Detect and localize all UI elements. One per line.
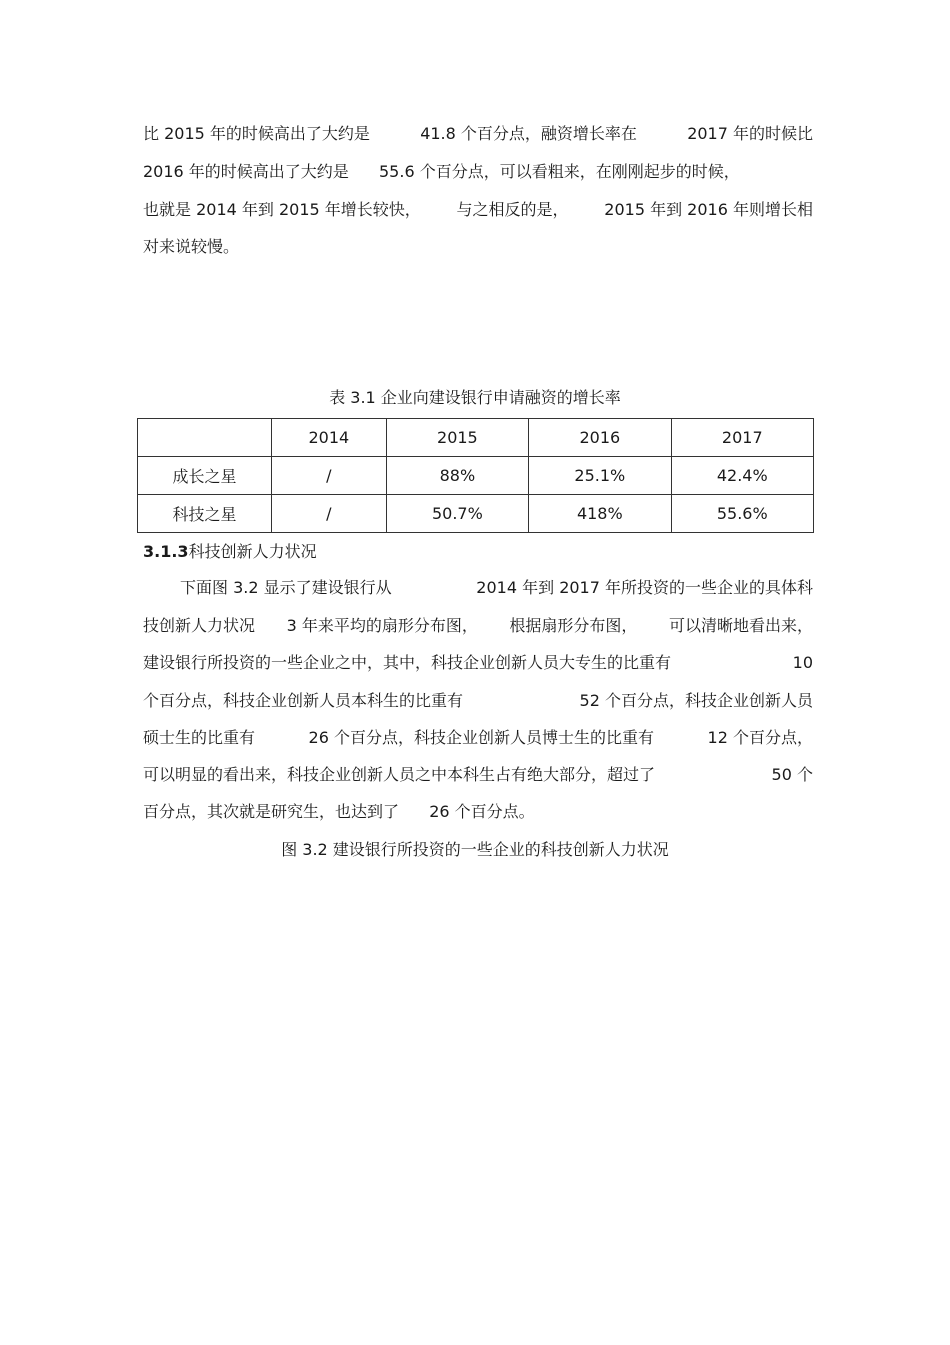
text-segment: 根据扇形分布图， — [509, 616, 638, 635]
paragraph-2-line-4 — [143, 691, 813, 711]
section-heading — [143, 542, 317, 562]
text-segment: 2017 年的时候比 — [687, 124, 813, 143]
table-cell: 42.4% — [671, 457, 813, 495]
text-segment: 52 个百分点，科技企业创新人员 — [579, 691, 813, 710]
paragraph-1-line-4: 对来说较慢。 — [143, 237, 240, 256]
paragraph-1-line-2 — [143, 162, 813, 182]
text-segment: 26 个百分点，科技企业创新人员博士生的比重有 — [308, 728, 654, 747]
text-segment: 50 个 — [771, 765, 813, 784]
paragraph-2-line-2 — [143, 616, 813, 636]
section-number: 3.1.3 — [143, 542, 189, 561]
text-segment: 个百分点，科技企业创新人员本科生的比重有 — [143, 691, 464, 710]
table-header-cell: 2014 — [272, 419, 387, 457]
growth-rate-table — [137, 418, 814, 533]
table-cell: 55.6% — [671, 495, 813, 533]
text-segment: 可以明显的看出来，科技企业创新人员之中本科生占有绝大部分，超过了 — [143, 765, 656, 784]
table-header-cell: 2017 — [671, 419, 813, 457]
text-segment: 与之相反的是， — [456, 200, 569, 219]
text-segment: 3 年来平均的扇形分布图， — [286, 616, 478, 635]
text-segment: 12 个百分点， — [707, 728, 813, 747]
table-row-label: 科技之星 — [138, 495, 272, 533]
table-header-row — [138, 419, 814, 457]
figure-caption: 图 3.2 建设银行所投资的一些企业的科技创新人力状况 — [281, 840, 669, 859]
table-cell: 25.1% — [529, 457, 671, 495]
text-segment: 硕士生的比重有 — [143, 728, 256, 747]
text-segment: 也就是 2014 年到 2015 年增长较快， — [143, 200, 421, 219]
text-segment: 26 个百分点。 — [429, 802, 535, 821]
text-segment: 比 2015 年的时候高出了大约是 — [143, 124, 370, 143]
table-row — [138, 495, 814, 533]
table-caption: 表 3.1 企业向建设银行申请融资的增长率 — [329, 388, 621, 407]
table-row-label: 成长之星 — [138, 457, 272, 495]
table-header-cell: 2016 — [529, 419, 671, 457]
text-segment: 2014 年到 2017 年所投资的一些企业的具体科 — [476, 578, 813, 597]
table-cell: / — [272, 457, 387, 495]
text-segment: 2016 年的时候高出了大约是 — [143, 162, 349, 181]
table-row — [138, 457, 814, 495]
text-segment: 百分点，其次就是研究生，也达到了 — [143, 802, 400, 821]
text-segment: 建设银行所投资的一些企业之中，其中，科技企业创新人员大专生的比重有 — [143, 653, 672, 672]
paragraph-2-line-6 — [143, 765, 813, 785]
table-cell: 50.7% — [386, 495, 528, 533]
text-segment: 可以清晰地看出来， — [668, 616, 813, 635]
paragraph-1-line-3 — [143, 200, 813, 220]
text-segment: 55.6 个百分点，可以看粗来，在刚刚起步的时候， — [379, 162, 740, 181]
paragraph-2-line-1 — [180, 578, 813, 598]
paragraph-1-line-1 — [143, 124, 813, 144]
text-segment: 2015 年到 2016 年则增长相 — [604, 200, 813, 219]
paragraph-2-line-7 — [143, 802, 813, 822]
text-segment: 技创新人力状况 — [143, 616, 256, 635]
section-title: 科技创新人力状况 — [188, 542, 317, 561]
table-header-cell: 2015 — [386, 419, 528, 457]
table-cell: 88% — [386, 457, 528, 495]
table-cell: / — [272, 495, 387, 533]
text-segment: 41.8 个百分点，融资增长率在 — [420, 124, 637, 143]
paragraph-2-line-5 — [143, 728, 813, 748]
table-cell: 418% — [529, 495, 671, 533]
text-segment: 下面图 3.2 显示了建设银行从 — [180, 578, 392, 597]
paragraph-2-line-3 — [143, 653, 813, 673]
text-segment: 10 — [792, 653, 813, 672]
table-header-cell — [138, 419, 272, 457]
